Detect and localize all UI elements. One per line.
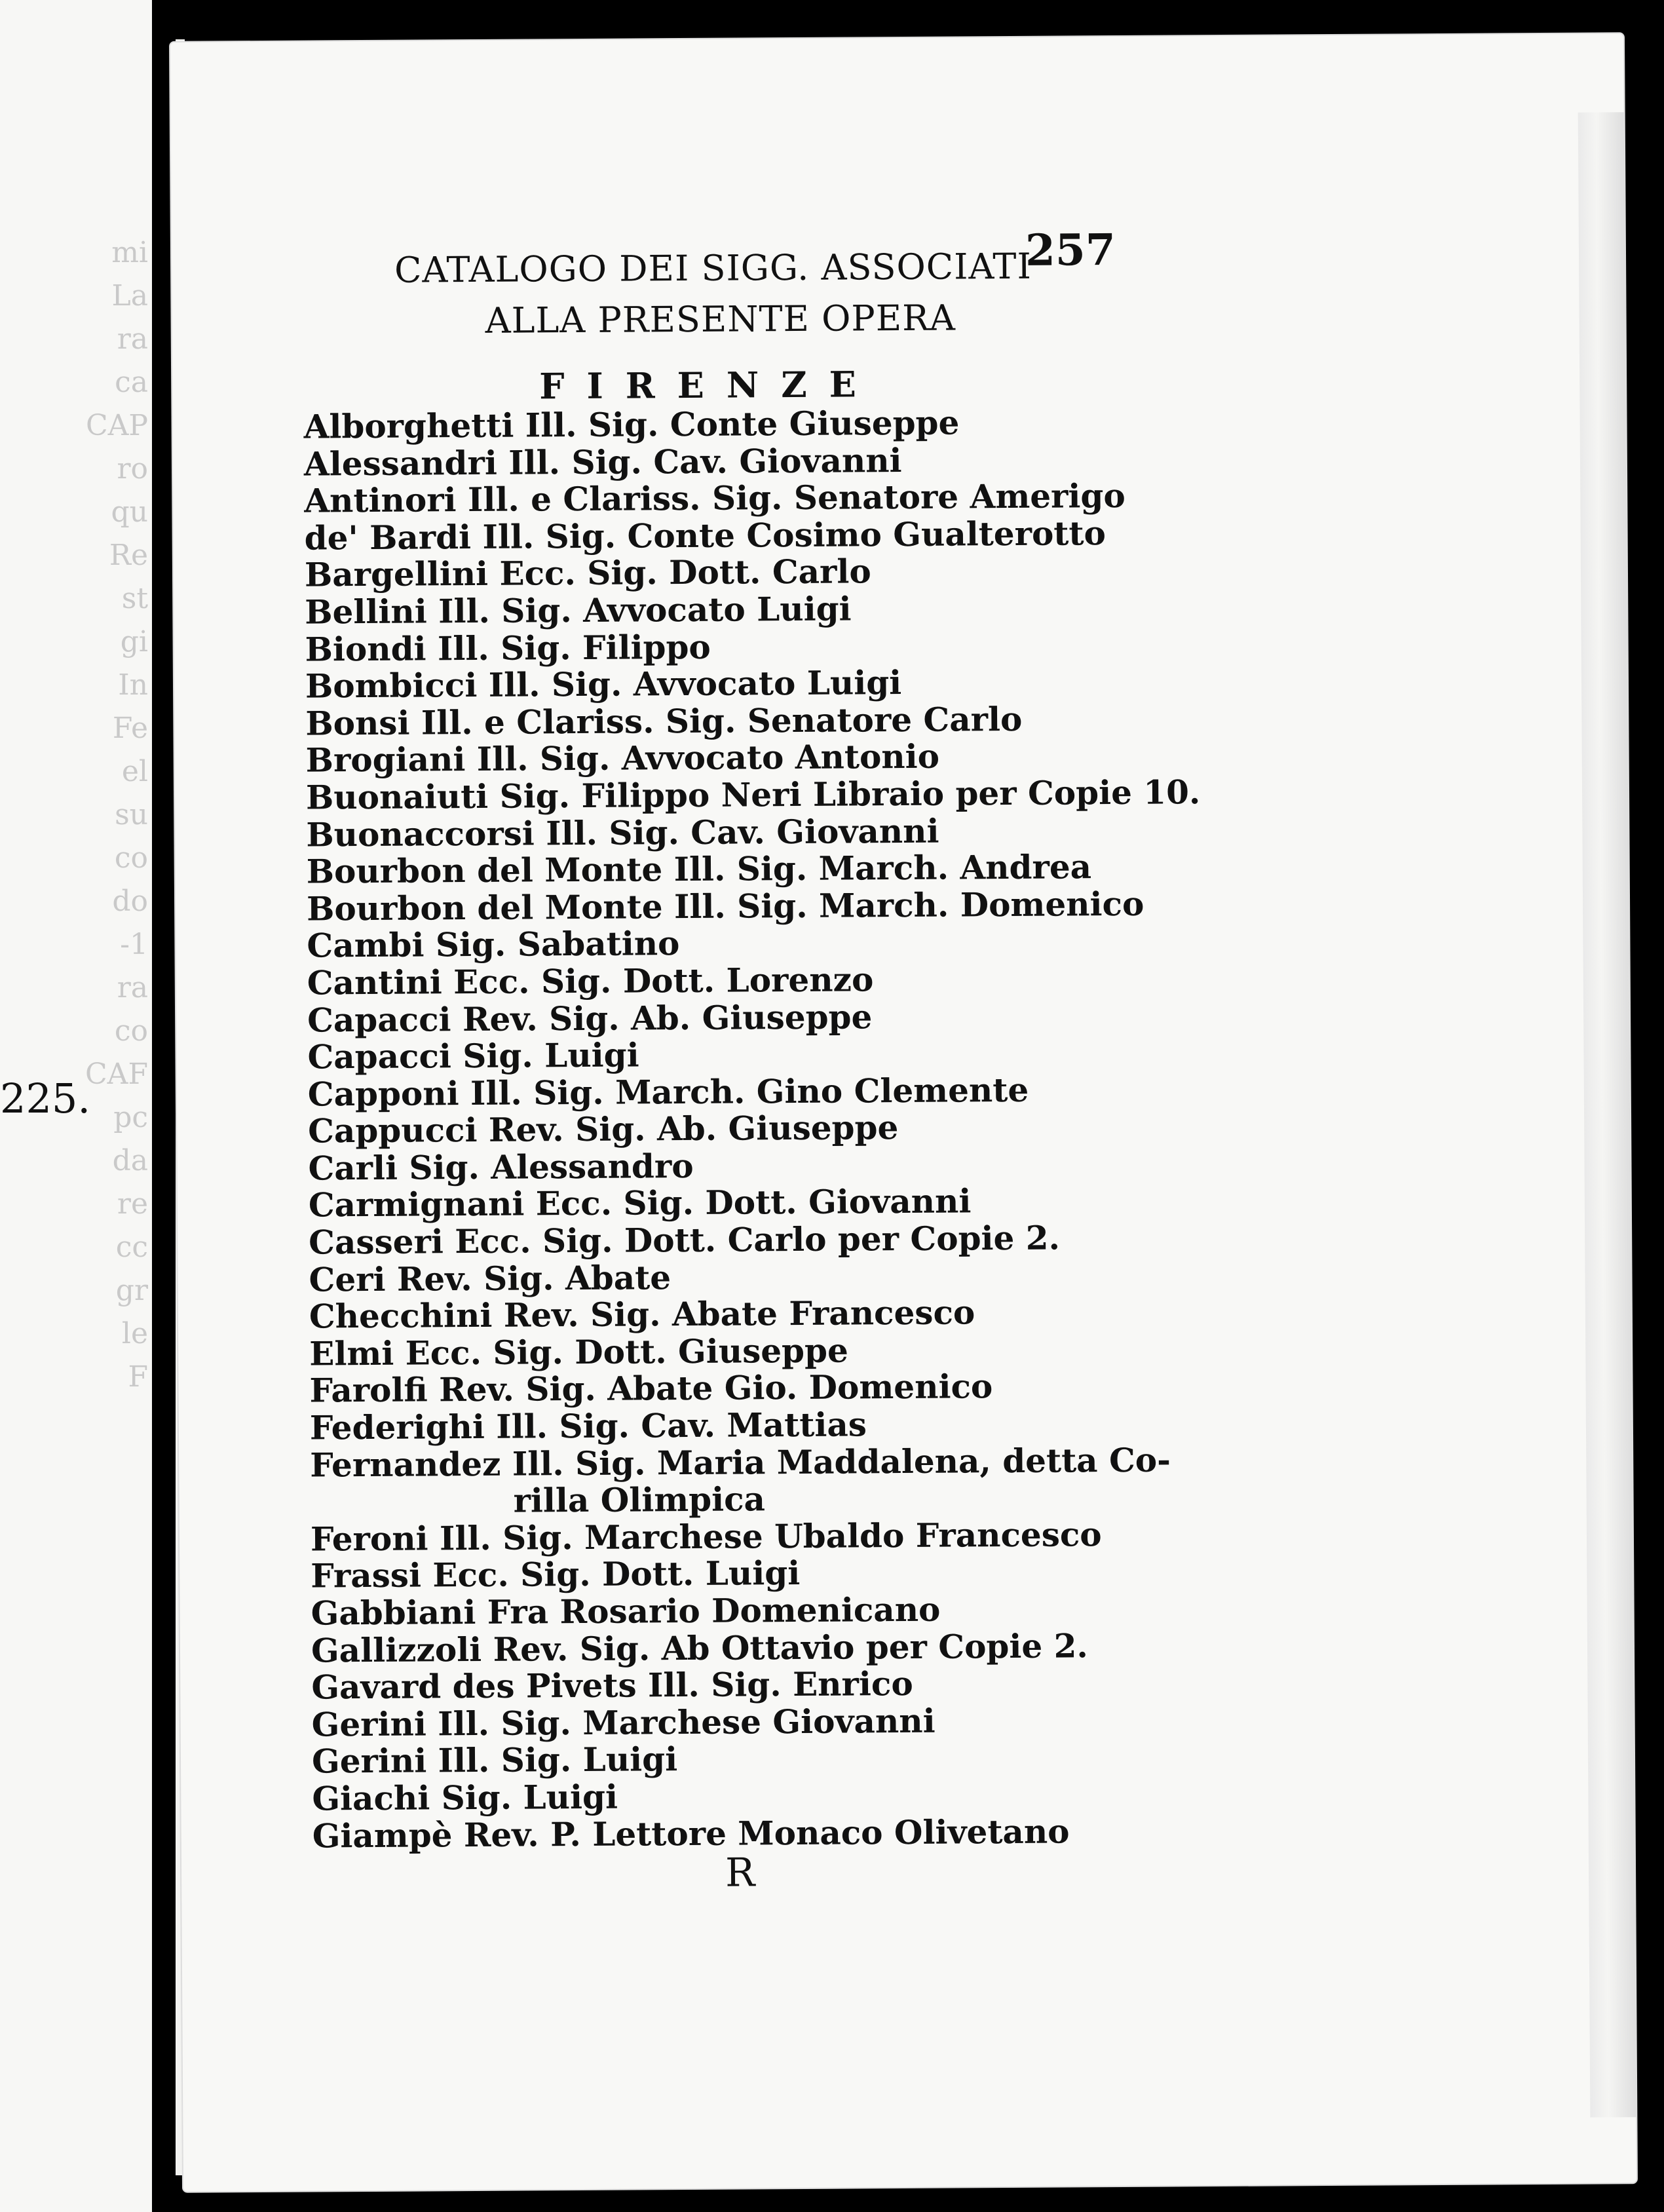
subscriber-entry: Farolfi Rev. Sig. Abate Gio. Domenico bbox=[309, 1367, 993, 1410]
left-margin-fragment: CAP bbox=[85, 409, 148, 442]
subscriber-entry: de' Bardi Ill. Sig. Conte Cosimo Gualterotto bbox=[304, 513, 1106, 558]
subscriber-entry: Frassi Ecc. Sig. Dott. Luigi bbox=[311, 1554, 801, 1595]
subscriber-entry: Ceri Rev. Sig. Abate bbox=[309, 1257, 671, 1299]
left-margin-fragment: el bbox=[121, 755, 148, 788]
subscriber-entry: Gallizzoli Rev. Sig. Ab Ottavio per Copie 2. bbox=[311, 1626, 1088, 1670]
subscriber-entry: Alborghetti Ill. Sig. Conte Giuseppe bbox=[303, 403, 960, 446]
catalog-subtitle: ALLA PRESENTE OPERA bbox=[485, 297, 956, 341]
subscriber-entry: Carmignani Ecc. Sig. Dott. Giovanni bbox=[308, 1181, 972, 1225]
left-margin-fragment: ra bbox=[117, 971, 148, 1004]
left-margin-fragment: co bbox=[114, 841, 148, 875]
left-margin-fragment: In bbox=[118, 668, 148, 702]
subscriber-entry: Buonaccorsi Ill. Sig. Cav. Giovanni bbox=[306, 811, 939, 854]
left-margin-fragment: co bbox=[114, 1014, 148, 1048]
left-margin-fragment: qu bbox=[111, 495, 148, 529]
subscriber-entry: Carli Sig. Alessandro bbox=[308, 1146, 694, 1188]
subscriber-entry: Gabbiani Fra Rosario Domenicano bbox=[311, 1590, 941, 1633]
subscriber-entry: Bargellini Ecc. Sig. Dott. Carlo bbox=[304, 552, 871, 594]
subscriber-entry: Biondi Ill. Sig. Filippo bbox=[305, 627, 711, 669]
left-margin-fragment: gr bbox=[115, 1274, 148, 1307]
subscriber-entry: Gavard des Pivets Ill. Sig. Enrico bbox=[311, 1664, 913, 1707]
main-page bbox=[170, 33, 1636, 2191]
subscriber-entry: Antinori Ill. e Clariss. Sig. Senatore Amerigo bbox=[304, 476, 1125, 520]
left-margin-fragment: ca bbox=[115, 366, 148, 399]
subscriber-entry: Fernandez Ill. Sig. Maria Maddalena, detta Co- bbox=[310, 1440, 1171, 1485]
subscriber-entry: Capacci Sig. Luigi bbox=[307, 1035, 639, 1077]
left-margin-fragment: ro bbox=[117, 452, 148, 486]
left-margin-fragment: da bbox=[112, 1144, 148, 1177]
subscriber-entry: Bonsi Ill. e Clariss. Sig. Senatore Carlo bbox=[305, 699, 1023, 743]
subscriber-entry: Casseri Ecc. Sig. Dott. Carlo per Copie 2. bbox=[309, 1218, 1061, 1262]
left-margin-fragment: Fe bbox=[112, 712, 148, 745]
subscriber-entry: Gerini Ill. Sig. Luigi bbox=[311, 1740, 678, 1781]
page-edge-strip bbox=[1578, 112, 1636, 2117]
subscriber-entry: Federighi Ill. Sig. Cav. Mattias bbox=[309, 1405, 867, 1447]
city-heading: FIRENZE bbox=[539, 363, 879, 408]
left-facing-page bbox=[0, 0, 152, 2212]
subscriber-entry: Capponi Ill. Sig. March. Gino Clemente bbox=[307, 1070, 1029, 1114]
subscriber-entry: Bourbon del Monte Ill. Sig. March. Domenico bbox=[306, 884, 1144, 928]
left-margin-fragment: re bbox=[117, 1187, 148, 1221]
left-margin-fragment: le bbox=[121, 1317, 148, 1350]
subscriber-entry: Bombicci Ill. Sig. Avvocato Luigi bbox=[305, 663, 902, 706]
subscriber-entry: Bourbon del Monte Ill. Sig. March. Andrea bbox=[306, 847, 1092, 891]
left-margin-fragment: pc bbox=[113, 1101, 148, 1134]
left-margin-fragment: su bbox=[115, 798, 148, 831]
left-margin-fragment: CAF bbox=[85, 1058, 148, 1091]
subscriber-entry: Brogiani Ill. Sig. Avvocato Antonio bbox=[305, 736, 940, 780]
catalog-title: CATALOGO DEI SIGG. ASSOCIATI bbox=[394, 245, 1032, 291]
subscriber-entry: Capacci Rev. Sig. Ab. Giuseppe bbox=[307, 997, 873, 1040]
left-margin-fragment: st bbox=[121, 582, 148, 615]
left-margin-fragment: ra bbox=[117, 322, 148, 356]
catchword: R bbox=[725, 1850, 755, 1896]
subscriber-entry: Cantini Ecc. Sig. Dott. Lorenzo bbox=[307, 960, 874, 1002]
left-margin-fragment: La bbox=[111, 279, 148, 313]
subscriber-entry: Gerini Ill. Sig. Marchese Giovanni bbox=[311, 1701, 936, 1744]
subscriber-entry: Cambi Sig. Sabatino bbox=[307, 924, 680, 965]
page-number: 257 bbox=[1025, 223, 1116, 276]
subscriber-entry: Buonaiuti Sig. Filippo Neri Libraio per Copie 10. bbox=[305, 772, 1201, 817]
subscriber-entry: Elmi Ecc. Sig. Dott. Giuseppe bbox=[309, 1331, 848, 1373]
subscriber-entry: Giampè Rev. P. Lettore Monaco Olivetano bbox=[312, 1812, 1070, 1856]
left-page-folio: 225. bbox=[0, 1075, 91, 1122]
left-margin-fragment: cc bbox=[115, 1230, 148, 1264]
left-margin-fragment: do bbox=[112, 885, 148, 918]
subscriber-entry: rilla Olimpica bbox=[513, 1479, 766, 1520]
subscriber-entry: Cappucci Rev. Sig. Ab. Giuseppe bbox=[307, 1108, 899, 1151]
left-margin-fragment: Re bbox=[109, 539, 148, 572]
left-margin-fragment: mi bbox=[111, 236, 148, 269]
subscriber-entry: Giachi Sig. Luigi bbox=[312, 1777, 618, 1818]
left-margin-fragment: gi bbox=[120, 625, 148, 658]
subscriber-entry: Feroni Ill. Sig. Marchese Ubaldo Francesco bbox=[310, 1514, 1102, 1559]
subscriber-entry: Checchini Rev. Sig. Abate Francesco bbox=[309, 1293, 975, 1336]
subscriber-list bbox=[303, 403, 1207, 1854]
left-margin-fragment: -1 bbox=[120, 928, 148, 961]
left-margin-fragment: F bbox=[128, 1360, 148, 1394]
subscriber-entry: Alessandri Ill. Sig. Cav. Giovanni bbox=[303, 440, 902, 484]
subscriber-entry: Bellini Ill. Sig. Avvocato Luigi bbox=[305, 589, 852, 632]
